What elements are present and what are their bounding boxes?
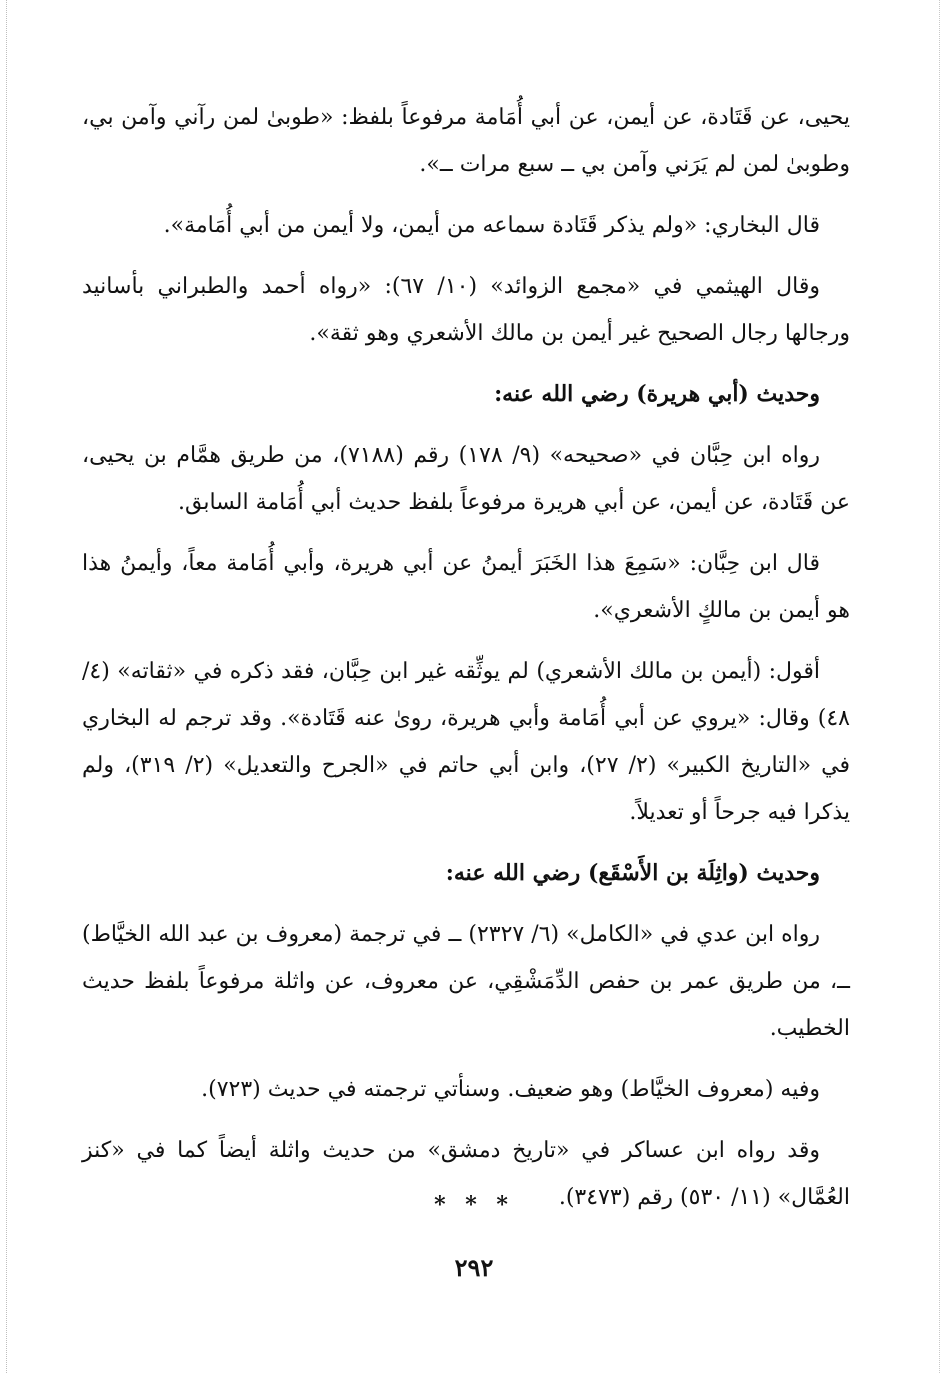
paragraph-ibn-adi-narration: رواه ابن عدي في «الكامل» (٦/ ٢٣٢٧) ــ في ترجمة (معروف بن عبد الله الخيَّاط) ــ، من طريق عمر بن حفص الدِّمَشْقِي، عن معروف، عن واثلة مرفوعاً بلفظ حديث الخطيب. <box>82 922 850 1041</box>
page-number: ٢٩٢ <box>454 1253 494 1282</box>
paragraph-ibn-hibban-quote: قال ابن حِبَّان: «سَمِعَ هذا الخَبَرَ أيمنُ عن أبي هريرة، وأبي أُمَامة معاً، وأيمنُ هذا هو أيمن بن مالكٍ الأشعري». <box>82 551 850 623</box>
paragraph-author-comment: أقول: (أيمن بن مالك الأشعري) لم يوثِّقه غير ابن حِبَّان، فقد ذكره في «ثقاته» (٤/ ٤٨) وقال: «يروي عن أبي أُمَامة وأبي هريرة، روىٰ عنه قَتَادة». وقد ترجم له البخاري في «التاريخ الكبير» (٢/ ٢٧)، وابن أبي حاتم في «الجرح والتعديل» (٢/ ٣١٩)، ولم يذكرا فيه جرحاً أو تعديلاً. <box>82 659 851 825</box>
heading-wathila: وحديث (واثِلَة بن الأَسْقَع) رضي الله عنه: <box>445 860 820 886</box>
body-text <box>82 94 850 1235</box>
paragraph-ibn-hibban-narration: رواه ابن حِبَّان في «صحيحه» (٩/ ١٧٨) رقم (٧١٨٨)، من طريق همَّام بن يحيى، عن قَتَادة، عن أيمن، عن أبي هريرة مرفوعاً بلفظ حديث أبي أُمَامة السابق. <box>82 443 850 515</box>
scan-edge-right <box>939 0 940 1373</box>
paragraph-haythami-quote: وقال الهيثمي في «مجمع الزوائد» (١٠/ ٦٧): «رواه أحمد والطبراني بأسانيد ورجالها رجال الصحيح غير أيمن بن مالك الأشعري وهو ثقة». <box>82 274 850 346</box>
scan-edge-left <box>6 0 7 1373</box>
paragraph-continuation: يحيى، عن قَتَادة، عن أيمن، عن أبي أُمَامة مرفوعاً بلفظ: «طوبىٰ لمن رآني وآمن بي، وطوبىٰ لمن لم يَرَني وآمن بي ــ سبع مرات ــ». <box>82 105 850 177</box>
paragraph-maruf-weakness: وفيه (معروف الخيَّاط) وهو ضعيف. وسنأتي ترجمته في حديث (٧٢٣). <box>201 1077 820 1102</box>
section-separator: * * * <box>434 1192 514 1218</box>
heading-abu-hurayra: وحديث (أبي هريرة) رضي الله عنه: <box>494 381 820 407</box>
paragraph-bukhari-quote: قال البخاري: «ولم يذكر قَتَادة سماعه من أيمن، ولا أيمن من أبي أُمَامة». <box>163 213 820 238</box>
paragraph-ibn-asakir: وقد رواه ابن عساكر في «تاريخ دمشق» من حديث واثلة أيضاً كما في «كنز العُمَّال» (١١/ ٥٣٠) رقم (٣٤٧٣). <box>82 1138 850 1210</box>
